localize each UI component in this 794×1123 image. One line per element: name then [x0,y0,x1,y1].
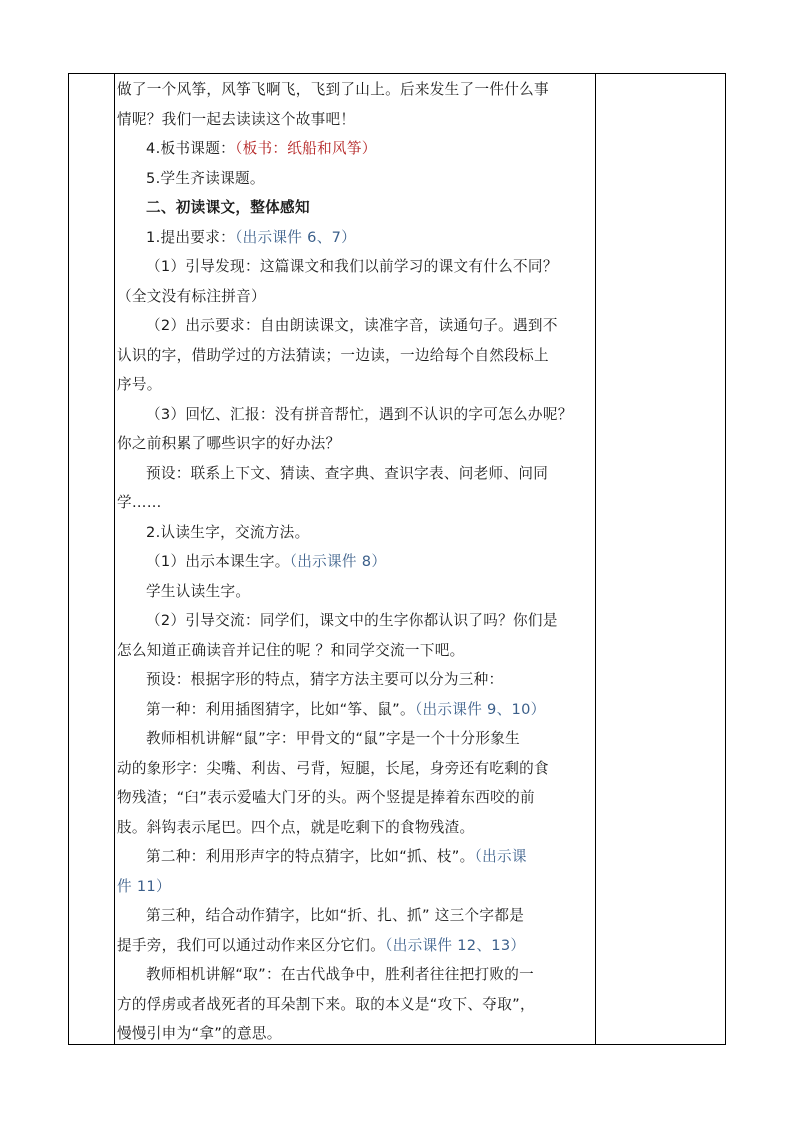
text-line: 预设：根据字形的特点，猜字方法主要可以分为三种： [146,671,504,688]
text-line: 提手旁，我们可以通过动作来区分它们。（出示课件 12、13） [117,936,526,954]
text-line: 第二种：利用形声字的特点猜字，比如“抓、枝”。（出示课 [146,848,527,865]
text-line: 第三种，结合动作猜字，比如“折、扎、抓” 这三个字都是 [146,907,525,924]
text-line: 序号。 [117,376,162,393]
text-line: 方的俘虏或者战死者的耳朵割下来。取的本义是“攻下、夺取”， [117,995,535,1013]
text-line: 做了一个风筝，风筝飞啊飞，飞到了山上。后来发生了一件什么事 [117,81,549,98]
text-line: 你之前积累了哪些识字的好办法？ [117,435,341,452]
text-line: 第一种：利用插图猜字，比如“筝、鼠”。（出示课件 9、10） [146,700,546,718]
text-line: 学…… [117,494,162,511]
text-line: 动的象形字：尖嘴、利齿、弓背，短腿，长尾，身旁还有吃剩的食 [117,759,549,777]
text-line: （1）出示本课生字。（出示课件 8） [146,553,387,570]
text-line: 1.提出要求：（出示课件 6、7） [146,228,357,246]
courseware-note: （出示课件 6、7） [235,228,357,246]
text-line: 情呢？我们一起去读读这个故事吧！ [117,110,356,128]
text-line: 认识的字，借助学过的方法猜读；一边读，一边给每个自然段标上 [117,346,549,364]
text-line: 怎么知道正确读音并记住的呢 ？和同学交流一下吧。 [117,641,465,659]
column-divider-1 [114,73,115,1045]
section-heading: 二、初读课文，整体感知 [146,199,310,216]
text-line [117,873,171,901]
text-line: 教师相机讲解“鼠”字：甲骨文的“鼠”字是一个十分形象生 [146,730,521,747]
text-line: 教师相机讲解“取”：在古代战争中，胜利者往往把打败的一 [146,966,535,983]
text-line: （2）引导交流：同学们，课文中的生字你都认识了吗？你们是 [146,612,558,629]
courseware-note: （出示课件 9、10） [414,700,546,718]
right-notes-cell [597,74,724,1043]
text-line: 慢慢引申为“拿”的意思。 [117,1025,282,1042]
column-divider-2 [595,73,596,1045]
courseware-note: （出示课 [474,848,527,865]
courseware-note: 件 11） [117,877,171,895]
text-line: （2）出示要求：自由朗读课文，读准字音，读通句子。遇到不 [146,317,558,334]
text-line: 物残渣；“臼”表示爱嗑大门牙的头。两个竖提是捧着东西咬的前 [117,789,535,806]
text-line: 学生认读生字。 [146,582,251,600]
left-narrow-cell [69,74,113,1043]
text-line: （3）回忆、汇报：没有拼音帮忙，遇到不认识的字可怎么办呢？ [146,405,573,423]
board-note: （板书：纸船和风筝） [235,140,377,157]
text-line: （1）引导发现：这篇课文和我们以前学习的课文有什么不同？ [146,258,558,275]
text-line: 4.板书课题：（板书：纸船和风筝） [146,140,377,157]
text-line: 2.认读生字，交流方法。 [146,523,310,541]
courseware-note: （出示课件 8） [289,553,387,570]
text-line: 预设：联系上下文、猜读、查字典、查识字表、问老师、问同 [146,464,549,482]
text-line: （全文没有标注拼音） [117,287,266,305]
table-right-border [725,73,726,1045]
text-line: 5.学生齐读课题。 [146,169,265,187]
text-line: 肢。斜钩表示尾巴。四个点，就是吃剩下的食物残渣。 [117,818,475,836]
courseware-note: （出示课件 12、13） [385,936,526,954]
